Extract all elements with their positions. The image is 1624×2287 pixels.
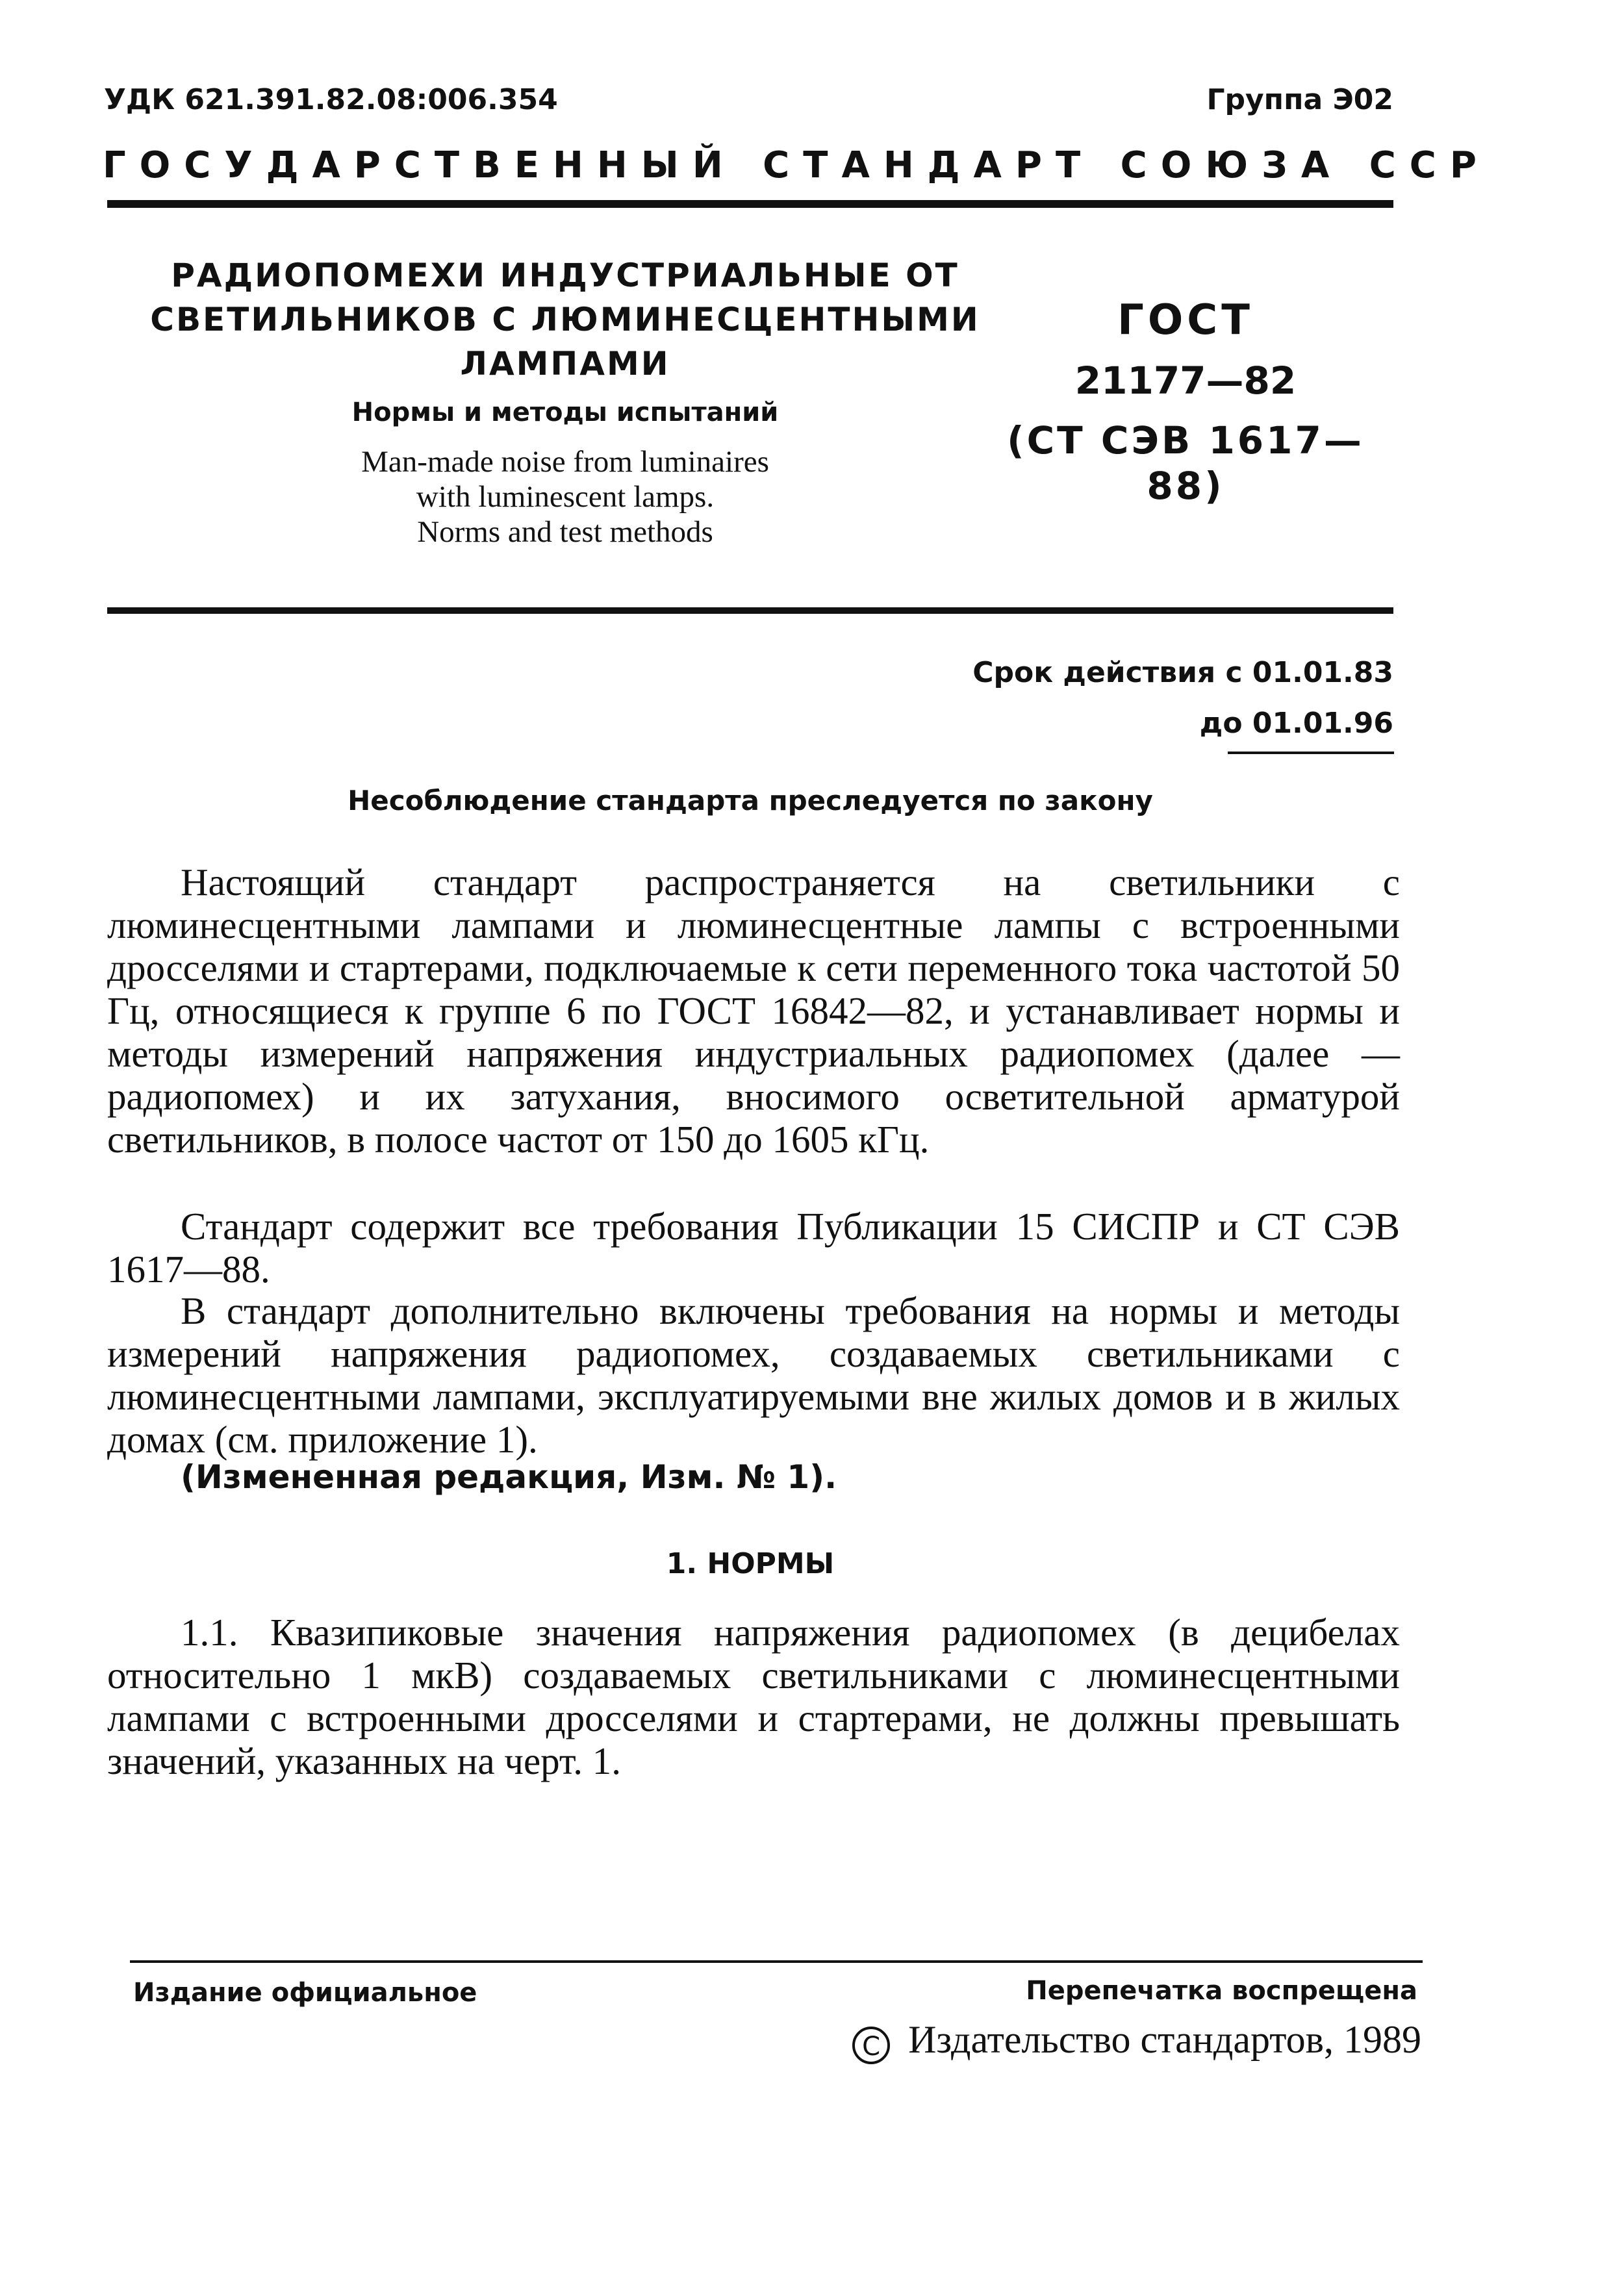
gost-label: ГОСТ — [1117, 296, 1254, 344]
copyright-text: Издательство стандартов, 1989 — [908, 2018, 1421, 2061]
middle-rule — [107, 607, 1393, 614]
top-rule — [107, 200, 1393, 208]
standard-title-en: Man-made noise from luminaires with luminescent lamps. Norms and test methods — [361, 445, 769, 549]
validity-from: Срок действия с 01.01.83 — [972, 656, 1393, 689]
gost-designation — [978, 296, 1393, 509]
standard-subtitle-ru: Нормы и методы испытаний — [351, 398, 779, 427]
body-paragraph-2: Стандарт содержит все требования Публикации 15 СИСПР и СТ СЭВ 1617—88. — [107, 1205, 1400, 1291]
amendment-note: (Измененная редакция, Изм. № 1). — [181, 1458, 837, 1496]
copyright-line — [852, 2017, 1421, 2064]
reprint-note: Перепечатка воспрещена — [1026, 1976, 1417, 2006]
group-code: Группа Э02 — [1206, 83, 1393, 116]
validity-rule — [1228, 752, 1394, 754]
clause-1-1: 1.1. Квазипиковые значения напряжения радиопомех (в децибелах относительно 1 мкВ) создаваемых светильниками с люминесцентными лампами с встроенными дросселями и стартерами, не должны превышать значений, указанных на черт. 1. — [107, 1611, 1400, 1782]
udc-code: УДК 621.391.82.08:006.354 — [104, 83, 558, 116]
copyright-icon: C — [852, 2027, 890, 2064]
gost-number: 21177—82 — [1074, 359, 1297, 403]
standard-title-ru: РАДИОПОМЕХИ ИНДУСТРИАЛЬНЫЕ ОТ СВЕТИЛЬНИКОВ С ЛЮМИНЕСЦЕНТНЫМИ ЛАМПАМИ — [150, 257, 980, 383]
title-block — [130, 253, 1000, 550]
validity-to: до 01.01.96 — [1199, 707, 1393, 740]
org-title: ГОСУДАРСТВЕННЫЙ СТАНДАРТ СОЮЗА ССР — [103, 144, 1490, 186]
edition-note: Издание официальное — [133, 1978, 477, 2008]
cmea-number: (СТ СЭВ 1617—88) — [1007, 418, 1364, 508]
law-notice: Несоблюдение стандарта преследуется по закону — [348, 785, 1153, 816]
body-paragraph-3: В стандарт дополнительно включены требования на нормы и методы измерений напряжения радиопомех, создаваемых светильниками с люминесцентными лампами, эксплуатируемыми вне жилых домов и в жилых домах (см. приложение 1). — [107, 1289, 1400, 1461]
footer-rule — [130, 1960, 1423, 1963]
body-paragraph-1: Настоящий стандарт распространяется на светильники с люминесцентными лампами и люминесцентные лампы с встроенными дросселями и стартерами, подключаемые к сети переменного тока частотой 50 Гц, относящиеся к группе 6 по ГОСТ 16842—82, и устанавливает нормы и методы измерений напряжения индустриальных радиопомех (далее — радиопомех) и их затухания, вносимого осветительной арматурой светильников, в полосе частот от 150 до 1605 кГц. — [107, 861, 1400, 1161]
section-heading: 1. НОРМЫ — [666, 1547, 835, 1580]
